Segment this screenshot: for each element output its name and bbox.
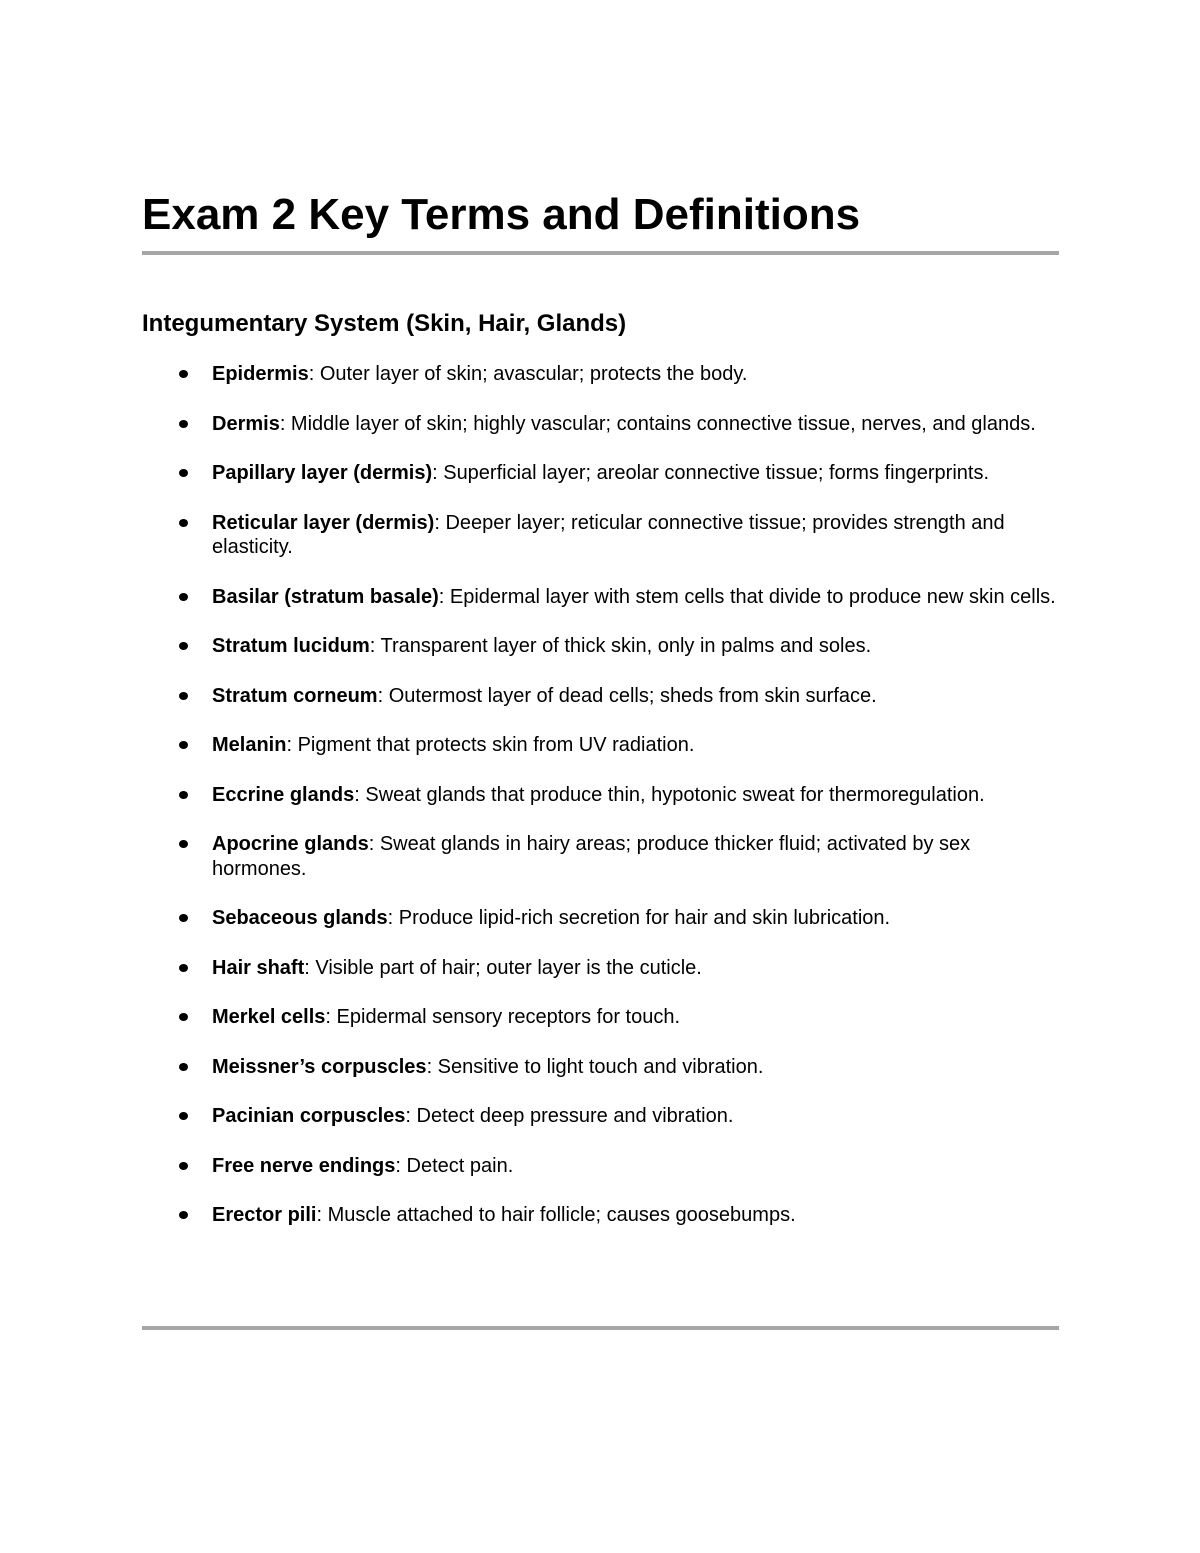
bullet-icon: [179, 1063, 188, 1071]
term-name: Pacinian corpuscles: [212, 1105, 406, 1127]
term-name: Free nerve endings: [212, 1154, 396, 1177]
term-definition: : Deeper layer; reticular connective tissue; provides strength and elasticity.: [212, 511, 1005, 558]
list-item: [142, 1104, 1059, 1129]
bullet-icon: [179, 593, 188, 601]
term-definition: : Epidermal sensory receptors for touch.: [325, 1006, 681, 1028]
bottom-divider: [142, 1326, 1059, 1330]
term-name: Dermis: [212, 412, 280, 435]
term-definition: : Middle layer of skin; highly vascular; contains connective tissue, nerves, and glands.: [279, 412, 1036, 435]
term-definition: : Transparent layer of thick skin, only in palms and soles.: [369, 635, 872, 657]
bullet-icon: [179, 791, 188, 799]
list-item: [142, 511, 1059, 560]
bullet-icon: [179, 840, 188, 848]
term-definition: : Visible part of hair; outer layer is the cuticle.: [304, 956, 702, 979]
term-name: Papillary layer (dermis): [212, 462, 433, 484]
term-name: Sebaceous glands: [212, 907, 388, 929]
list-item: [142, 832, 1059, 881]
term-name: Reticular layer (dermis): [212, 511, 435, 534]
term-definition: : Outermost layer of dead cells; sheds from skin surface.: [377, 684, 877, 707]
term-name: Merkel cells: [212, 1006, 326, 1028]
list-item: [142, 956, 1059, 981]
list-item: [142, 733, 1059, 758]
bullet-icon: [179, 370, 188, 378]
term-name: Epidermis: [212, 363, 309, 385]
title-divider: [142, 251, 1059, 255]
list-item: [142, 684, 1059, 709]
list-item: [142, 783, 1059, 808]
list-item: [142, 1203, 1059, 1228]
bullet-icon: [179, 914, 188, 922]
term-name: Apocrine glands: [212, 833, 369, 855]
bullet-icon: [179, 420, 188, 428]
list-item: [142, 412, 1059, 437]
term-name: Stratum lucidum: [212, 635, 370, 657]
list-item: [142, 634, 1059, 659]
term-definition: : Epidermal layer with stem cells that divide to produce new skin cells.: [438, 585, 1056, 608]
term-name: Stratum corneum: [212, 684, 378, 707]
bullet-icon: [179, 469, 188, 477]
bullet-icon: [179, 1013, 188, 1021]
term-definition: : Detect deep pressure and vibration.: [405, 1105, 734, 1127]
list-item: [142, 461, 1059, 486]
list-item: [142, 585, 1059, 610]
list-item: [142, 1005, 1059, 1030]
bullet-icon: [179, 741, 188, 749]
term-definition: : Sweat glands that produce thin, hypotonic sweat for thermoregulation.: [354, 783, 985, 806]
bullet-icon: [179, 692, 188, 700]
term-definition: : Muscle attached to hair follicle; causes goosebumps.: [316, 1204, 796, 1226]
bullet-icon: [179, 519, 188, 527]
list-item: [142, 906, 1059, 931]
term-name: Eccrine glands: [212, 783, 355, 806]
bullet-icon: [179, 1162, 188, 1170]
term-definition: : Pigment that protects skin from UV radiation.: [286, 734, 695, 756]
bullet-icon: [179, 1112, 188, 1120]
bullet-icon: [179, 964, 188, 972]
term-name: Melanin: [212, 734, 287, 756]
section-heading: Integumentary System (Skin, Hair, Glands): [142, 310, 627, 337]
list-item: [142, 362, 1059, 387]
list-item: [142, 1154, 1059, 1179]
term-definition: : Sensitive to light touch and vibration.: [426, 1055, 764, 1078]
term-definition: : Sweat glands in hairy areas; produce thicker fluid; activated by sex hormones.: [212, 833, 971, 880]
bullet-icon: [179, 642, 188, 650]
term-definition: : Superficial layer; areolar connective tissue; forms fingerprints.: [432, 462, 990, 484]
term-list: [142, 362, 1059, 1253]
term-definition: : Outer layer of skin; avascular; protects the body.: [308, 363, 748, 385]
term-name: Basilar (stratum basale): [212, 585, 439, 608]
term-name: Erector pili: [212, 1204, 317, 1226]
term-definition: : Detect pain.: [395, 1154, 514, 1177]
bullet-icon: [179, 1211, 188, 1219]
term-definition: : Produce lipid-rich secretion for hair and skin lubrication.: [387, 907, 891, 929]
document-title: Exam 2 Key Terms and Definitions: [142, 190, 861, 239]
list-item: [142, 1055, 1059, 1080]
term-name: Hair shaft: [212, 956, 305, 979]
term-name: Meissner’s corpuscles: [212, 1055, 427, 1078]
